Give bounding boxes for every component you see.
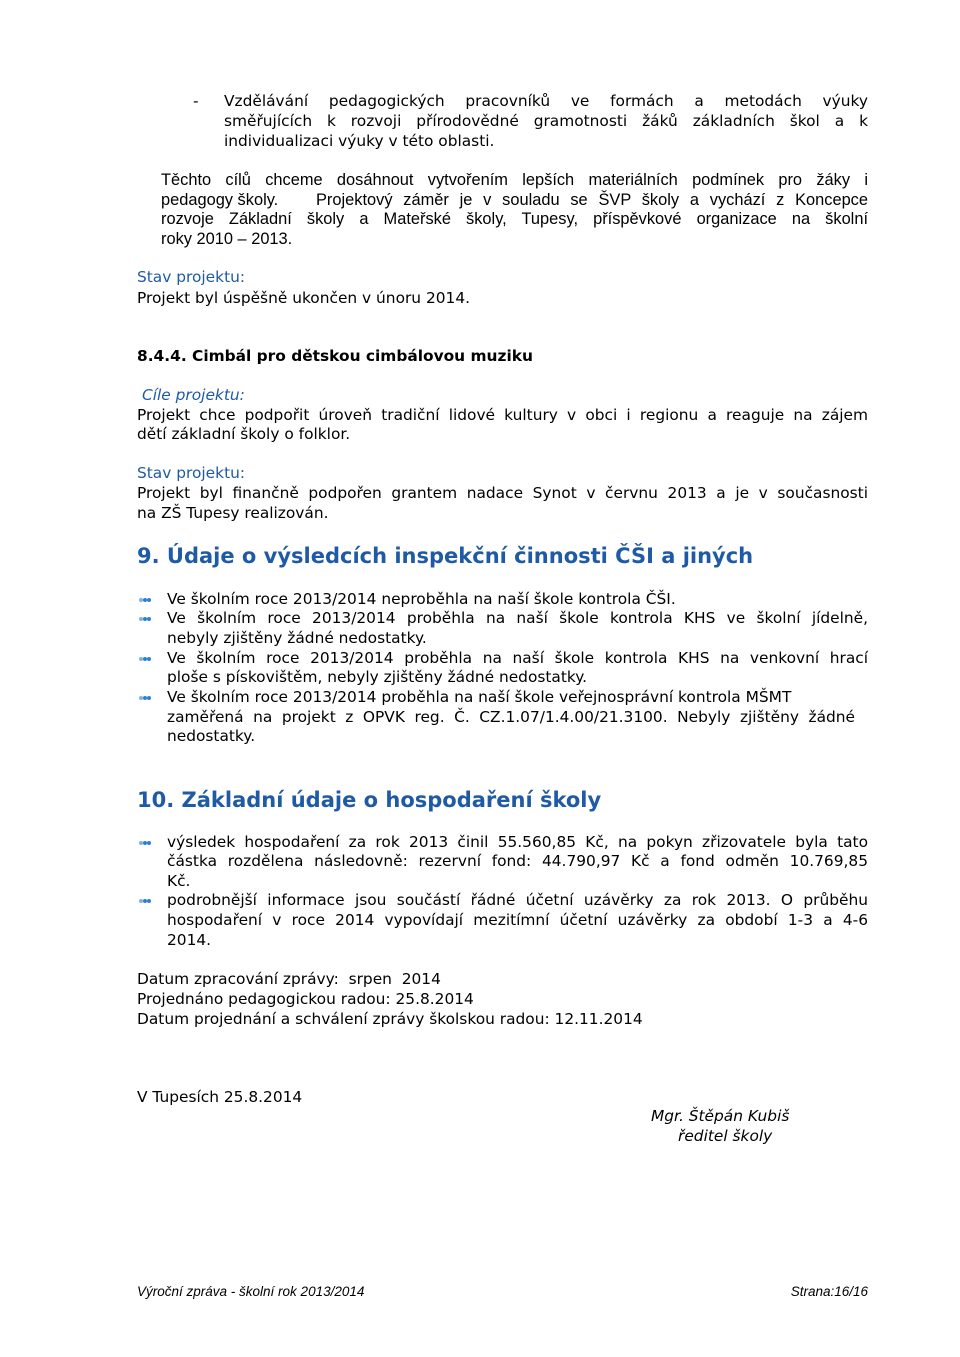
section-10-item-1-line-2: částka rozdělena následovně: rezervní fond: 44.790,97 Kč a fond odměn 10.769,85 [167, 852, 868, 870]
intro-dash: - [193, 92, 199, 110]
dots-bullet-icon [139, 614, 151, 624]
section-9-item-3-line-2: ploše s pískovištěm, nebyly zjištěny žádné nedostatky. [167, 668, 588, 686]
project1-status-text: Projekt byl úspěšně ukončen v únoru 2014. [137, 289, 471, 307]
section-8-4-4-status-label: Stav projektu: [137, 464, 246, 482]
section-10-item-2-line-2: hospodaření v roce 2014 vypovídají mezitímní účetní uzávěrky za období 1-3 a 4-6 [167, 911, 868, 929]
section-8-4-4-goals-line-2: dětí základní školy o folklor. [137, 425, 351, 443]
intro-line-2: směřujících k rozvoji přírodovědné gramotnosti žáků základních škol a k [224, 112, 868, 130]
section-8-4-4-status-line-1: Projekt byl finančně podpořen grantem nadace Synot v červnu 2013 a je v současnosti [137, 484, 868, 502]
section-10-item-1-line-3: Kč. [167, 872, 191, 890]
section-8-4-4-status-line-2: na ZŠ Tupesy realizován. [137, 504, 329, 522]
date-pedagogical-council: Projednáno pedagogickou radou: 25.8.2014 [137, 990, 474, 1008]
dots-bullet-icon [139, 654, 151, 664]
section-9-item-4-line-1: Ve školním roce 2013/2014 proběhla na naší škole veřejnosprávní kontrola MŠMT [167, 688, 792, 706]
section-8-4-4-goals-label: Cíle projektu: [142, 386, 245, 404]
dots-bullet-icon [139, 838, 151, 848]
date-processed: Datum zpracování zprávy: srpen 2014 [137, 970, 441, 988]
dots-bullet-icon [139, 595, 151, 605]
section-9-item-2-line-1: Ve školním roce 2013/2014 proběhla na naší škole kontrola KHS ve školní jídelně, [167, 609, 868, 627]
signature-role: ředitel školy [678, 1127, 773, 1145]
section-8-4-4-goals-line-1: Projekt chce podpořit úroveň tradiční lidové kultury v obci i regionu a reaguje na zájem [137, 406, 868, 424]
section-9-item-4-line-2: zaměřená na projekt z OPVK reg. Č. CZ.1.07/1.4.00/21.3100. Nebyly zjištěny žádné [167, 708, 855, 726]
date-school-council: Datum projednání a schválení zprávy školskou radou: 12.11.2014 [137, 1010, 643, 1028]
goal-line-1: Těchto cílů chceme dosáhnout vytvořením lepších materiálních podmínek pro žáky i [161, 171, 868, 189]
section-10-item-1-line-1: výsledek hospodaření za rok 2013 činil 55.560,85 Kč, na pokyn zřizovatele byla tato [167, 833, 868, 851]
section-8-4-4-title: 8.4.4. Cimbál pro dětskou cimbálovou muziku [137, 347, 533, 365]
section-9-heading: 9. Údaje o výsledcích inspekční činnosti ČŠI a jiných [137, 544, 754, 568]
dots-bullet-icon [139, 693, 151, 703]
signature-name: Mgr. Štěpán Kubiš [651, 1107, 790, 1125]
goal-line-3: rozvoje Základní školy a Mateřské školy, Tupesy, příspěvkové organizace na školní [161, 210, 868, 228]
intro-line-3: individualizaci výuky v této oblasti. [224, 132, 495, 150]
section-9-item-3-line-1: Ve školním roce 2013/2014 proběhla na naší škole kontrola KHS na venkovní hrací [167, 649, 868, 667]
footer-left: Výroční zpráva - školní rok 2013/2014 [137, 1284, 365, 1299]
section-10-item-2-line-1: podrobnější informace jsou součástí řádné účetní uzávěrky za rok 2013. O průběhu [167, 891, 868, 909]
intro-line-1: Vzdělávání pedagogických pracovníků ve formách a metodách výuky [224, 92, 868, 110]
project1-status-label: Stav projektu: [137, 268, 246, 286]
section-9-item-2-line-2: nebyly zjištěny žádné nedostatky. [167, 629, 427, 647]
goal-line-4: roky 2010 – 2013. [161, 230, 293, 248]
goal-line-2a: pedagogy školy. [161, 191, 279, 209]
footer-page-number: Strana:16/16 [790, 1284, 868, 1299]
place-date: V Tupesích 25.8.2014 [137, 1088, 303, 1106]
section-10-heading: 10. Základní údaje o hospodaření školy [137, 788, 602, 812]
dots-bullet-icon [139, 896, 151, 906]
section-9-item-4-line-3: nedostatky. [167, 727, 256, 745]
goal-line-2b: Projektový záměr je v souladu se ŠVP školy a vychází z Koncepce [316, 191, 868, 209]
section-9-item-1-line-1: Ve školním roce 2013/2014 neproběhla na naší škole kontrola ČŠI. [167, 590, 676, 608]
section-10-item-2-line-3: 2014. [167, 931, 212, 949]
